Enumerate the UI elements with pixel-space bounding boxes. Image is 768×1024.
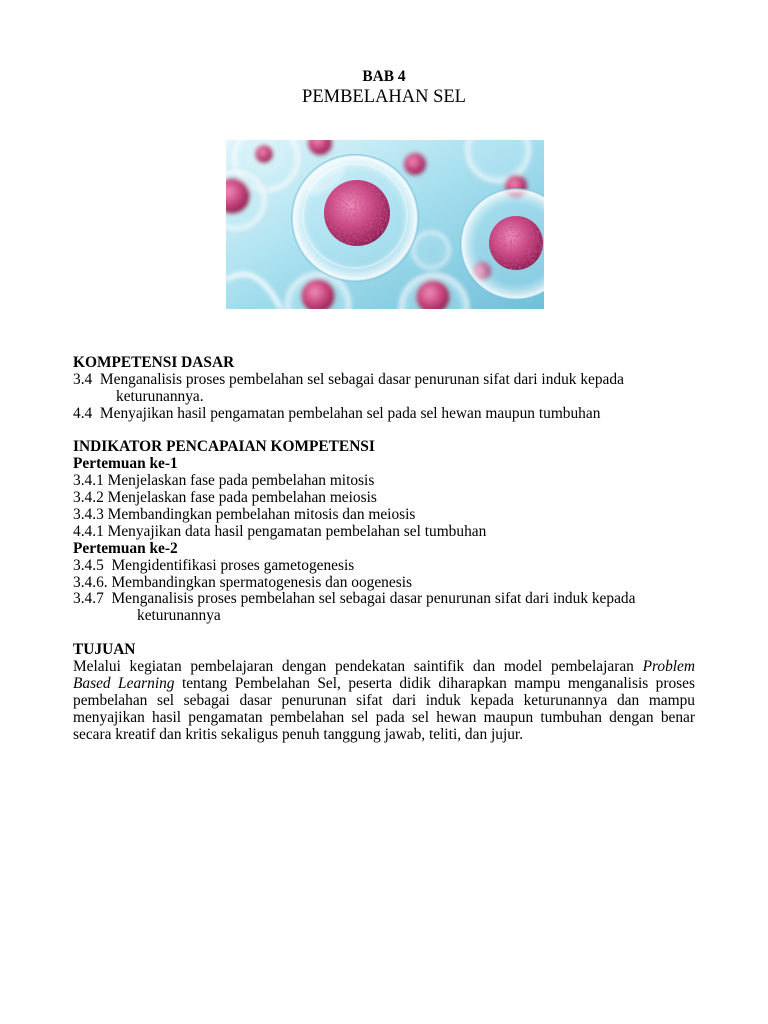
background-cell-membrane [411, 230, 451, 270]
central-cell-nucleus-texture [324, 180, 390, 246]
indikator-section [73, 439, 695, 625]
chapter-title: PEMBELAHAN SEL [302, 87, 466, 107]
meeting-title: Pertemuan ke-1 [73, 455, 178, 473]
paragraph-text: Melalui kegiatan pembelajaran dengan pendekatan saintifik dan model pembelajaran [73, 658, 634, 676]
paragraph-line [73, 676, 695, 693]
tujuan-paragraph [73, 659, 695, 743]
paragraph-line [73, 659, 695, 676]
background-cell-nucleus [404, 153, 426, 175]
indicator-item: 3.4.5 Mengidentifikasi proses gametogenesis [73, 556, 355, 574]
paragraph-line: pembelahan sel sebagai dasar penurunan sifat dari induk kepada keturunannya dan mampu [73, 691, 695, 709]
paragraph-italic-text: Based Learning [73, 674, 175, 692]
competency-item: 4.4 Menyajikan hasil pengamatan pembelahan sel pada sel hewan maupun tumbuhan [73, 404, 601, 422]
indicator-item: 3.4.7 Menganalisis proses pembelahan sel sebagai dasar penurunan sifat dari induk kepada [73, 590, 636, 608]
meeting-title: Pertemuan ke-2 [73, 539, 178, 557]
competency-item-continuation: keturunannya. [116, 387, 204, 405]
central-cell [291, 154, 419, 282]
indicator-item-continuation: keturunannya [137, 607, 221, 625]
right-cell-nucleus-texture [489, 216, 543, 270]
paragraph-text: tentang Pembelahan Sel, peserta didik diharapkan mampu menganalisis proses [181, 674, 695, 692]
indicator-item: 3.4.6. Membandingkan spermatogenesis dan oogenesis [73, 573, 412, 591]
paragraph-line: menyajikan hasil pengamatan pembelahan sel pada sel hewan maupun tumbuhan dengan benar [73, 708, 695, 726]
indicator-item: 3.4.2 Menjelaskan fase pada pembelahan meiosis [73, 489, 377, 507]
cell-illustration [226, 140, 544, 309]
paragraph-italic-text: Problem [642, 658, 695, 676]
indicator-item: 3.4.1 Menjelaskan fase pada pembelahan mitosis [73, 472, 375, 490]
indicator-item: 4.4.1 Menyajikan data hasil pengamatan pembelahan sel tumbuhan [73, 522, 487, 540]
section-heading: KOMPETENSI DASAR [73, 354, 235, 371]
section-heading: TUJUAN [73, 641, 136, 659]
indicator-item: 3.4.3 Membandingkan pembelahan mitosis dan meiosis [73, 506, 416, 524]
cell-illustration-svg [226, 140, 544, 309]
tujuan-section [73, 642, 695, 743]
kompetensi-dasar-section [73, 355, 695, 423]
section-heading: INDIKATOR PENCAPAIAN KOMPETENSI [73, 438, 375, 456]
paragraph-line: secara kreatif dan kritis sekaligus penuh tanggung jawab, teliti, dan jujur. [73, 725, 524, 743]
chapter-label: BAB 4 [362, 68, 406, 85]
background-cell-nucleus [255, 145, 273, 163]
competency-item: 3.4 Menganalisis proses pembelahan sel sebagai dasar penurunan sifat dari induk kepada [73, 370, 624, 388]
document-body [73, 355, 695, 743]
